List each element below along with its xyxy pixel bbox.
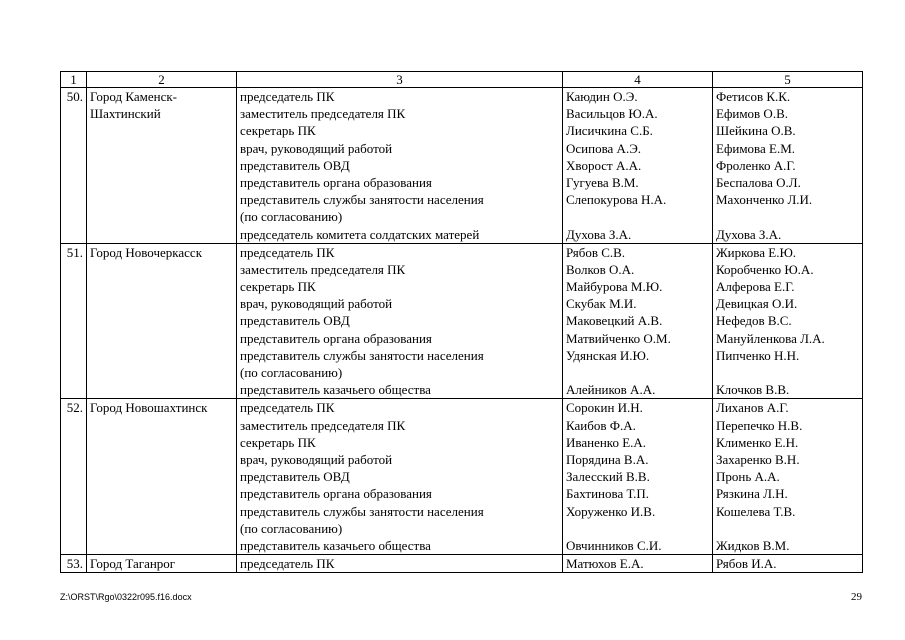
- member-cell-line: Алейников А.А.: [566, 382, 656, 398]
- city-cell: [87, 243, 237, 399]
- role-cell-line: врач, руководящий работой: [240, 296, 393, 312]
- member-cell-line: Сорокин И.Н.: [566, 400, 643, 416]
- reserve-cell-line: Рябов И.А.: [716, 556, 777, 572]
- reserve-cell-line: Махонченко Л.И.: [716, 192, 813, 208]
- table-row: [61, 88, 863, 244]
- member-cell-line: Духова З.А.: [566, 226, 632, 242]
- reserve-cell-line: Лиханов А.Г.: [716, 400, 789, 416]
- reserve-cell-line: Клименко Е.Н.: [716, 434, 799, 450]
- reserve-cell-line: Ефимов О.В.: [716, 106, 788, 122]
- member-cell-line: Скубак М.И.: [566, 296, 637, 312]
- city-cell: [87, 555, 237, 573]
- role-cell-line: заместитель председателя ПК: [240, 261, 406, 277]
- role-cell: [237, 399, 563, 555]
- city-cell: [87, 88, 237, 244]
- role-cell-line: представитель казачьего общества: [240, 382, 431, 398]
- role-cell: [237, 88, 563, 244]
- commission-table: [60, 71, 863, 573]
- member-cell-line: Рябов С.В.: [566, 244, 626, 260]
- role-cell-line: секретарь ПК: [240, 434, 316, 450]
- role-cell-line: председатель ПК: [240, 244, 335, 260]
- member-cell: [563, 555, 713, 573]
- role-cell-line: представитель ОВД: [240, 157, 350, 173]
- member-cell-line: Иваненко Е.А.: [566, 434, 647, 450]
- member-cell-line: Маковецкий А.В.: [566, 313, 663, 329]
- role-cell-line: председатель ПК: [240, 556, 335, 572]
- reserve-cell-line: Коробченко Ю.А.: [716, 261, 814, 277]
- member-cell-line: Бахтинова Т.П.: [566, 486, 650, 502]
- file-path: Z:\ORST\Rgo\0322r095.f16.docx: [60, 592, 192, 602]
- reserve-cell-line: Фетисов К.К.: [716, 89, 791, 104]
- reserve-cell: [713, 88, 863, 244]
- member-cell-line: Порядина В.А.: [566, 451, 649, 467]
- role-cell-line: представитель ОВД: [240, 469, 350, 485]
- table-row: [61, 555, 863, 573]
- reserve-cell-line: Шейкина О.В.: [716, 123, 796, 139]
- reserve-cell-line: Алферова Е.Г.: [716, 279, 795, 295]
- row-number: 53.: [61, 555, 87, 573]
- role-cell-line: представитель службы занятости населения: [240, 192, 484, 208]
- member-cell-line: Хоруженко И.В.: [566, 503, 656, 519]
- reserve-cell: [713, 555, 863, 573]
- role-cell: [237, 243, 563, 399]
- member-cell-line: Каюдин О.Э.: [566, 89, 638, 104]
- role-cell-line: представитель службы занятости населения: [240, 347, 484, 363]
- reserve-cell-line: Фроленко А.Г.: [716, 157, 796, 173]
- member-cell: [563, 88, 713, 244]
- header-cell-4: 4: [563, 72, 713, 88]
- reserve-cell: [713, 399, 863, 555]
- role-cell-line: заместитель председателя ПК: [240, 417, 406, 433]
- role-cell: [237, 555, 563, 573]
- city-cell-line: Город Новочеркасск: [90, 244, 203, 260]
- member-cell-line: Гугуева В.М.: [566, 174, 639, 190]
- reserve-cell-line: Пипченко Н.Н.: [716, 347, 800, 363]
- row-number: 50.: [61, 88, 87, 244]
- header-cell-5: 5: [713, 72, 863, 88]
- member-cell-line: Удянская И.Ю.: [566, 347, 650, 363]
- reserve-cell-line: Жидков В.М.: [716, 537, 790, 553]
- table-row: [61, 399, 863, 555]
- row-number: 52.: [61, 399, 87, 555]
- row-number: 51.: [61, 243, 87, 399]
- city-cell-line: Город Новошахтинск: [90, 400, 208, 416]
- city-cell: [87, 399, 237, 555]
- role-cell-line: представитель казачьего общества: [240, 537, 431, 553]
- member-cell-line: Васильцов Ю.А.: [566, 106, 658, 122]
- role-cell-line: председатель ПК: [240, 400, 335, 416]
- reserve-cell-line: [716, 520, 859, 537]
- reserve-cell-line: Жиркова Е.Ю.: [716, 244, 797, 260]
- role-cell-line: (по согласованию): [240, 520, 343, 536]
- reserve-cell-line: Беспалова О.Л.: [716, 174, 801, 190]
- header-cell-1: 1: [61, 72, 87, 88]
- member-cell-line: Осипова А.Э.: [566, 140, 642, 156]
- member-cell-line: Залесский В.В.: [566, 469, 650, 485]
- reserve-cell-line: [716, 364, 859, 381]
- member-cell-line: [566, 208, 709, 225]
- page-number: 29: [851, 591, 862, 603]
- role-cell-line: председатель комитета солдатских матерей: [240, 226, 480, 242]
- member-cell-line: Матвийченко О.М.: [566, 330, 671, 346]
- header-row: [61, 72, 863, 88]
- role-cell-line: представитель органа образования: [240, 174, 432, 190]
- reserve-cell: [713, 243, 863, 399]
- role-cell-line: председатель ПК: [240, 89, 335, 104]
- role-cell-line: (по согласованию): [240, 365, 343, 380]
- member-cell-line: Хворост А.А.: [566, 157, 642, 173]
- member-cell-line: Каибов Ф.А.: [566, 417, 636, 433]
- reserve-cell-line: Рязкина Л.Н.: [716, 486, 788, 502]
- header-cell-2: 2: [87, 72, 237, 88]
- reserve-cell-line: Духова З.А.: [716, 226, 782, 242]
- role-cell-line: представитель органа образования: [240, 330, 432, 346]
- reserve-cell-line: Ефимова Е.М.: [716, 140, 796, 156]
- role-cell-line: секретарь ПК: [240, 123, 316, 139]
- role-cell-line: врач, руководящий работой: [240, 140, 393, 156]
- role-cell-line: представитель органа образования: [240, 486, 432, 502]
- role-cell-line: врач, руководящий работой: [240, 451, 393, 467]
- member-cell: [563, 399, 713, 555]
- reserve-cell-line: Пронь А.А.: [716, 469, 780, 485]
- reserve-cell-line: Мануйленкова Л.А.: [716, 330, 825, 346]
- header-cell-3: 3: [237, 72, 563, 88]
- reserve-cell-line: Девицкая О.И.: [716, 296, 798, 312]
- city-cell-line: Город Таганрог: [90, 556, 176, 572]
- reserve-cell-line: [716, 208, 859, 225]
- member-cell-line: Овчинников С.И.: [566, 537, 662, 553]
- member-cell-line: Слепокурова Н.А.: [566, 192, 667, 208]
- role-cell-line: заместитель председателя ПК: [240, 106, 406, 122]
- role-cell-line: (по согласованию): [240, 209, 343, 225]
- member-cell-line: Волков О.А.: [566, 261, 635, 277]
- reserve-cell-line: Нефедов В.С.: [716, 313, 792, 329]
- member-cell: [563, 243, 713, 399]
- role-cell-line: представитель службы занятости населения: [240, 503, 484, 519]
- reserve-cell-line: Захаренко В.Н.: [716, 451, 800, 467]
- member-cell-line: [566, 520, 709, 537]
- member-cell-line: Лисичкина С.Б.: [566, 123, 653, 139]
- role-cell-line: секретарь ПК: [240, 279, 316, 295]
- reserve-cell-line: Кошелева Т.В.: [716, 503, 796, 519]
- member-cell-line: Майбурова М.Ю.: [566, 279, 663, 295]
- member-cell-line: Матюхов Е.А.: [566, 556, 644, 572]
- role-cell-line: представитель ОВД: [240, 313, 350, 329]
- member-cell-line: [566, 364, 709, 381]
- table-row: [61, 243, 863, 399]
- city-cell-line: Шахтинский: [90, 106, 161, 122]
- reserve-cell-line: Перепечко Н.В.: [716, 417, 803, 433]
- city-cell-line: Город Каменск-: [90, 89, 178, 104]
- reserve-cell-line: Клочков В.В.: [716, 382, 790, 398]
